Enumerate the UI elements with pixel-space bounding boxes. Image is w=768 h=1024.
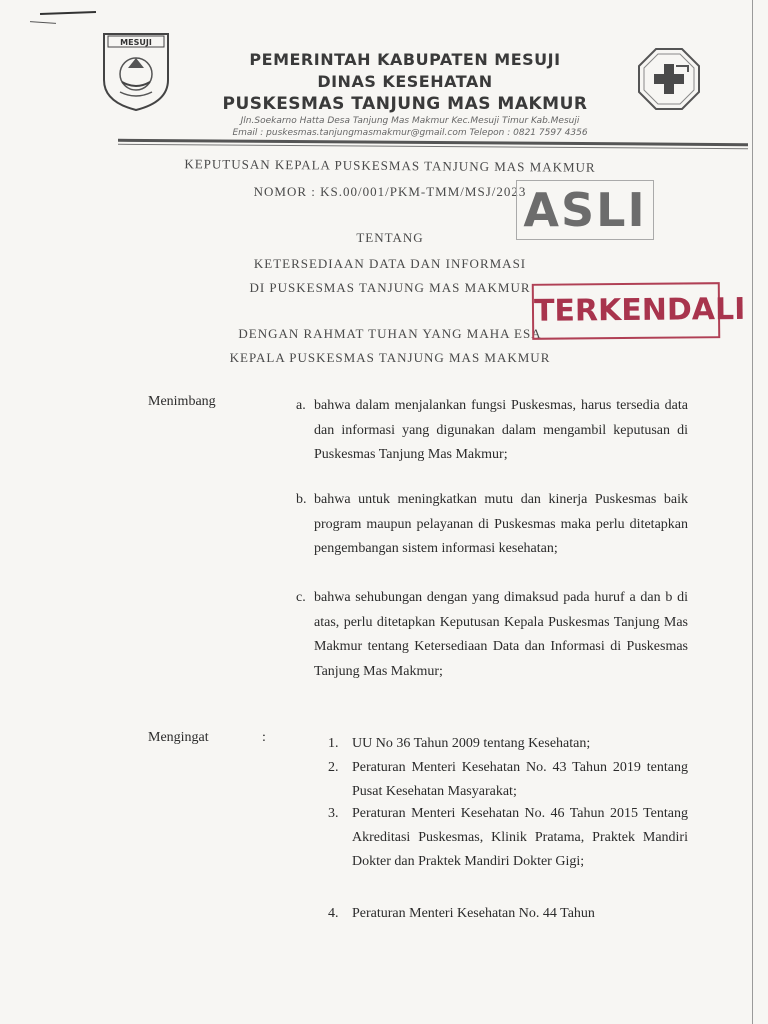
decree-invocation: DENGAN RAHMAT TUHAN YANG MAHA ESA xyxy=(238,326,542,341)
item-marker: 1. xyxy=(328,736,339,751)
header-address: Jln.Soekarno Hatta Desa Tanjung Mas Makmur Kec.Mesuji Timur Kab.Mesuji xyxy=(240,116,580,126)
decree-subject-line1: KETERSEDIAAN DATA DAN INFORMASI xyxy=(253,256,527,271)
item-text: bahwa dalam menjalankan fungsi Puskesmas, harus tersedia data dan informasi yang digunakan dalam mengambil keputusan di Puskesmas Tanjung Mas Makmur; xyxy=(314,398,688,462)
item-text: Peraturan Menteri Kesehatan No. 43 Tahun 2019 tentang Pusat Kesehatan Masyarakat; xyxy=(352,760,688,799)
item-marker: 4. xyxy=(328,906,339,921)
stamp-terkendali: TERKENDALI xyxy=(532,282,720,340)
mengingat-item xyxy=(328,732,688,756)
mengingat-label: Mengingat xyxy=(148,730,209,745)
item-text: UU No 36 Tahun 2009 tentang Kesehatan; xyxy=(352,736,591,751)
decree-about: TENTANG xyxy=(356,230,424,245)
puskesmas-logo-icon xyxy=(636,46,702,112)
svg-text:MESUJI: MESUJI xyxy=(120,38,152,47)
item-text: Peraturan Menteri Kesehatan No. 46 Tahun 2015 Tentang Akreditasi Puskesmas, Klinik Pratama, Praktek Mandiri Dokter dan Praktek Mandiri Dokter Gigi; xyxy=(352,806,688,869)
header-institution: PUSKESMAS TANJUNG MAS MAKMUR xyxy=(222,94,588,114)
decree-title: KEPUTUSAN KEPALA PUSKESMAS TANJUNG MAS MAKMUR xyxy=(184,156,596,175)
item-text: bahwa untuk meningkatkan mutu dan kinerja Puskesmas baik program maupun pelayanan di Puskesmas maka perlu ditetapkan pengembangan sistem informasi kesehatan; xyxy=(314,492,688,556)
item-marker: 3. xyxy=(328,806,339,821)
item-marker: c. xyxy=(296,590,306,605)
menimbang-item xyxy=(296,394,688,468)
stamp-asli: ASLI xyxy=(516,180,654,240)
menimbang-item xyxy=(296,488,688,562)
decree-subject-line2: DI PUSKESMAS TANJUNG MAS MAKMUR xyxy=(249,280,531,295)
menimbang-label: Menimbang xyxy=(148,394,216,409)
decree-authority: KEPALA PUSKESMAS TANJUNG MAS MAKMUR xyxy=(229,350,551,365)
item-marker: a. xyxy=(296,398,306,413)
scan-mark xyxy=(30,21,56,24)
item-marker: 2. xyxy=(328,760,339,775)
mengingat-item xyxy=(328,802,688,874)
mengingat-item xyxy=(328,902,688,926)
header-contact: Email : puskesmas.tanjungmasmakmur@gmail.com Telepon : 0821 7597 4356 xyxy=(232,128,588,138)
page-edge xyxy=(752,0,753,1024)
mengingat-item xyxy=(328,756,688,804)
header-government: PEMERINTAH KABUPATEN MESUJI xyxy=(249,50,561,69)
decree-number: NOMOR : KS.00/001/PKM-TMM/MSJ/2023 xyxy=(253,184,527,199)
mesuji-logo-icon xyxy=(100,30,172,112)
item-marker: b. xyxy=(296,492,307,507)
scan-mark xyxy=(40,11,96,15)
mengingat-colon: : xyxy=(262,730,266,745)
item-text: bahwa sehubungan dengan yang dimaksud pada huruf a dan b di atas, perlu ditetapkan Keputusan Kepala Puskesmas Tanjung Mas Makmur tentang Ketersediaan Data dan Informasi di Puskesmas Tanjung Mas Makmur; xyxy=(314,590,688,679)
header-department: DINAS KESEHATAN xyxy=(317,72,493,91)
menimbang-item xyxy=(296,586,688,684)
item-text: Peraturan Menteri Kesehatan No. 44 Tahun xyxy=(352,906,595,921)
